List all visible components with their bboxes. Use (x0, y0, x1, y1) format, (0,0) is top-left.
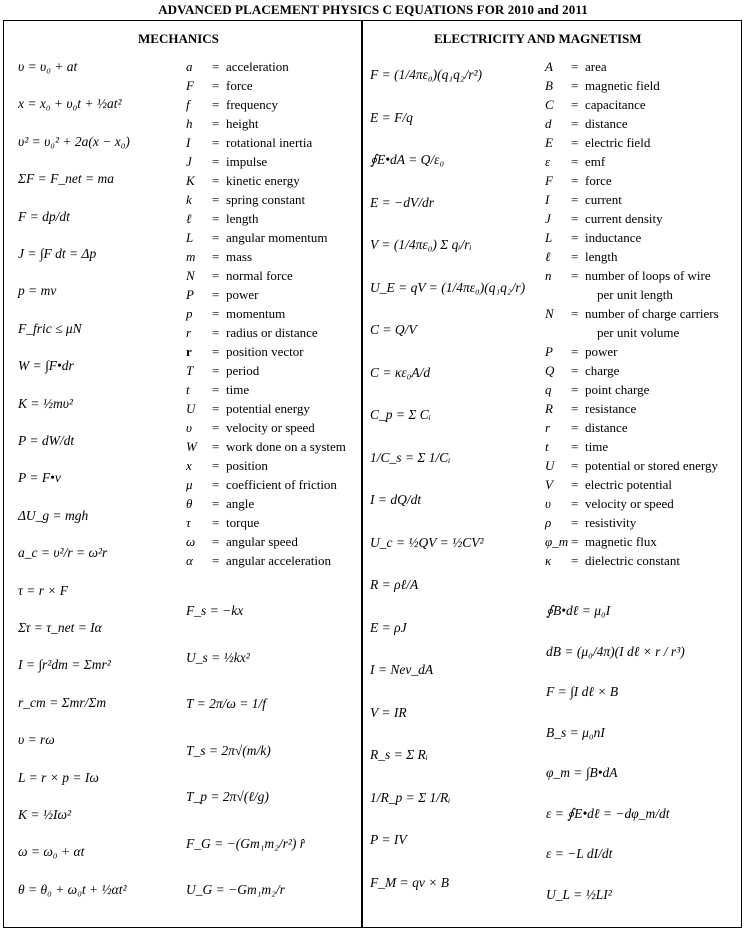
variable-symbol: P (545, 344, 553, 359)
variable-symbol: ℓ (186, 211, 192, 226)
variable-description: work done on a system (226, 439, 346, 454)
em-equation: I = dQ/dt (370, 492, 422, 507)
variable-row (545, 496, 674, 511)
variable-symbol: υ (186, 420, 192, 435)
variable-row (545, 458, 718, 473)
variable-description: electric potential (585, 477, 672, 492)
mechanics-equation: U_G = −Gm₁m₂/r (186, 882, 285, 897)
em-equation: B_s = μ₀nI (546, 724, 605, 740)
variable-row (186, 97, 278, 112)
variable-description: resistivity (585, 515, 637, 530)
variable-symbol: t (545, 439, 549, 454)
variable-row (186, 230, 327, 245)
variable-description: position vector (226, 344, 304, 359)
mechanics-equation: p = mv (18, 283, 57, 299)
variable-description: length (226, 211, 259, 226)
variable-description: dielectric constant (585, 553, 680, 568)
mechanics-equation: L = r × p = Iω (18, 769, 99, 785)
variable-description: power (585, 344, 618, 359)
variable-description: distance (585, 420, 628, 435)
variable-row (545, 230, 641, 245)
variable-symbol: h (186, 116, 193, 131)
em-equation: U_L = ½LI² (546, 886, 612, 902)
variable-symbol: n (545, 268, 552, 283)
variable-symbol: Q (545, 363, 555, 378)
variable-row (186, 363, 259, 378)
variable-symbol: N (545, 306, 554, 321)
variable-row (186, 420, 315, 435)
variable-row (545, 306, 719, 321)
equals-sign: = (571, 59, 579, 74)
equals-sign: = (212, 496, 220, 511)
equals-sign: = (212, 154, 220, 169)
variable-row (186, 534, 298, 549)
variable-symbol: F (545, 173, 553, 188)
equals-sign: = (212, 382, 220, 397)
variable-row (545, 59, 607, 74)
em-equation: U_E = qV = (1/4πε₀)(q₁q₂/r) (370, 279, 526, 295)
variable-description: inductance (585, 230, 642, 245)
variable-description: normal force (226, 268, 293, 283)
variable-description: angular momentum (226, 230, 328, 245)
em-equation: P = IV (370, 832, 407, 847)
mechanics-equation: T_s = 2π√(m/k) (186, 742, 271, 758)
mechanics-equation: T_p = 2π√(ℓ/g) (186, 789, 269, 804)
variable-symbol: T (186, 363, 194, 378)
mechanics-equation: T = 2π/ω = 1/f (186, 696, 267, 711)
variable-symbol: r (186, 325, 192, 340)
equals-sign: = (212, 211, 220, 226)
variable-description: current density (585, 211, 663, 226)
mechanics-heading: MECHANICS (138, 31, 219, 46)
em-equation: ε = −L dI/dt (546, 846, 613, 861)
equals-sign: = (212, 249, 220, 264)
variable-row (545, 439, 608, 454)
variable-row (545, 249, 618, 264)
variable-description-continued: per unit volume (597, 325, 680, 340)
variable-symbol: ℓ (545, 249, 551, 264)
equals-sign: = (212, 268, 220, 283)
variable-symbol: q (545, 382, 552, 397)
mechanics-equation: a_c = υ²/r = ω²r (18, 545, 108, 561)
mechanics-equation: F_G = −(Gm₁m₂/r²) r̂ (186, 835, 306, 851)
variable-row (186, 439, 346, 454)
variable-description: force (585, 173, 612, 188)
variable-description: impulse (226, 154, 268, 169)
variable-description: potential energy (226, 401, 310, 416)
em-equation: C = κε₀A/d (370, 364, 431, 380)
mechanics-equation: W = ∫F•dr (18, 358, 74, 374)
variable-row (545, 78, 660, 93)
variable-row (186, 458, 268, 473)
variable-description: number of charge carriers (585, 306, 719, 321)
equals-sign: = (571, 496, 579, 511)
mechanics-equation: I = ∫r²dm = Σmr² (18, 657, 111, 673)
variable-symbol: a (186, 59, 193, 74)
em-equation: E = −dV/dr (370, 194, 434, 210)
variable-description: acceleration (226, 59, 289, 74)
mechanics-equation: ω = ω₀ + αt (18, 844, 85, 860)
variable-description: angle (226, 496, 255, 511)
variable-symbol: W (186, 439, 197, 454)
em-equation: F_M = qv × B (370, 874, 449, 890)
equals-sign: = (571, 553, 579, 568)
variable-description: kinetic energy (226, 173, 300, 188)
variable-row (186, 211, 259, 226)
equals-sign: = (571, 154, 579, 169)
em-equation: C_p = Σ Cᵢ (370, 407, 431, 422)
equals-sign: = (571, 420, 579, 435)
equals-sign: = (571, 268, 579, 283)
variable-description: area (585, 59, 607, 74)
variable-symbol: I (545, 192, 550, 207)
equals-sign: = (571, 211, 579, 226)
variable-row (545, 553, 680, 568)
equals-sign: = (212, 363, 220, 378)
variable-description: magnetic flux (585, 534, 657, 549)
em-equation: φ_m = ∫B•dA (546, 765, 618, 780)
variable-row (186, 116, 259, 131)
variable-row (545, 192, 622, 207)
mechanics-equation: υ = rω (18, 732, 55, 748)
variable-description: length (585, 249, 618, 264)
variable-symbol: P (186, 287, 194, 302)
variable-row (545, 401, 636, 416)
variable-symbol: A (545, 59, 553, 74)
mechanics-equation: F_s = −kx (186, 603, 244, 618)
variable-symbol: f (186, 97, 190, 112)
variable-description: spring constant (226, 192, 306, 207)
mechanics-equation: r_cm = Σmr/Σm (18, 694, 107, 710)
variable-row (186, 287, 259, 302)
variable-row (545, 97, 646, 112)
em-equation: V = (1/4πε₀) Σ qᵢ/rᵢ (370, 237, 472, 252)
mechanics-equation: ΣF = F_net = ma (18, 171, 114, 187)
equals-sign: = (212, 116, 220, 131)
variable-row (186, 401, 310, 416)
variable-description: radius or distance (226, 325, 318, 340)
equals-sign: = (212, 306, 220, 321)
variable-description: angular speed (226, 534, 298, 549)
em-equation: C = Q/V (370, 322, 417, 337)
variable-symbol: x (186, 458, 192, 473)
mechanics-equation: K = ½Iω² (18, 807, 72, 822)
equals-sign: = (571, 249, 579, 264)
mechanics-equation: τ = r × F (18, 582, 69, 598)
equals-sign: = (212, 534, 220, 549)
equals-sign: = (571, 192, 579, 207)
variable-description: charge (585, 363, 620, 378)
variable-row (186, 173, 300, 188)
variable-symbol: R (545, 401, 553, 416)
variable-symbol: υ (545, 496, 551, 511)
variable-row (545, 477, 672, 492)
em-equation: ε = ∮E•dℓ = −dφ_m/dt (546, 805, 670, 821)
equals-sign: = (212, 553, 220, 568)
variable-symbol: κ (545, 553, 552, 568)
variable-description: force (226, 78, 253, 93)
equals-sign: = (212, 515, 220, 530)
variable-description: number of loops of wire (585, 268, 711, 283)
em-equation: E = F/q (370, 109, 413, 125)
em-equation: V = IR (370, 704, 407, 720)
variable-row (186, 306, 285, 321)
variable-description: coefficient of friction (226, 477, 337, 492)
equals-sign: = (571, 363, 579, 378)
variable-description: velocity or speed (585, 496, 674, 511)
variable-row (545, 344, 618, 359)
variable-description: momentum (226, 306, 286, 321)
equals-sign: = (571, 78, 579, 93)
equals-sign: = (571, 344, 579, 359)
variable-symbol: F (186, 78, 194, 93)
variable-row (186, 249, 252, 264)
em-equation: R = ρℓ/A (370, 577, 419, 592)
variable-row (545, 154, 605, 169)
equals-sign: = (212, 135, 220, 150)
variable-description-continued: per unit length (597, 287, 673, 302)
em-equation: 1/R_p = Σ 1/Rᵢ (370, 789, 451, 805)
equals-sign: = (212, 420, 220, 435)
variable-description: distance (585, 116, 628, 131)
equals-sign: = (212, 173, 220, 188)
variable-symbol: J (186, 154, 192, 169)
equals-sign: = (212, 401, 220, 416)
equals-sign: = (571, 477, 579, 492)
variable-description: potential or stored energy (585, 458, 718, 473)
variable-symbol: ε (545, 154, 551, 169)
equals-sign: = (571, 306, 579, 321)
equals-sign: = (212, 78, 220, 93)
variable-row (545, 116, 628, 131)
variable-symbol: L (545, 230, 553, 245)
mechanics-equation: P = dW/dt (18, 433, 75, 448)
variable-symbol: r (186, 344, 192, 359)
variable-row (545, 211, 663, 226)
variable-row (186, 192, 305, 207)
equals-sign: = (571, 230, 579, 245)
em-equation: U_c = ½QV = ½CV² (370, 534, 484, 550)
equals-sign: = (571, 116, 579, 131)
mechanics-equation: F_fric ≤ μN (18, 320, 82, 336)
em-equation: ∮B•dℓ = μ₀I (546, 603, 611, 618)
variable-row (545, 173, 612, 188)
variable-symbol: p (186, 306, 193, 321)
variable-symbol: U (545, 458, 555, 473)
variable-row (186, 325, 318, 340)
variable-symbol: L (186, 230, 194, 245)
equals-sign: = (571, 135, 579, 150)
variable-symbol: E (545, 135, 553, 150)
variable-description: time (226, 382, 250, 397)
variable-description: height (226, 116, 259, 131)
variable-symbol: t (186, 382, 190, 397)
mechanics-equation: U_s = ½kx² (186, 649, 250, 665)
mechanics-equation: J = ∫F dt = Δp (18, 246, 97, 261)
variable-symbol: N (186, 268, 195, 283)
em-equation: 1/C_s = Σ 1/Cᵢ (370, 449, 451, 465)
variable-description: capacitance (585, 97, 646, 112)
em-equation: F = ∫I dℓ × B (546, 684, 619, 699)
equals-sign: = (212, 344, 220, 359)
variable-symbol: k (186, 192, 192, 207)
em-heading: ELECTRICITY AND MAGNETISM (434, 31, 642, 46)
variable-row (186, 515, 259, 530)
variable-row (545, 515, 636, 530)
em-equation: F = (1/4πε₀)(q₁q₂/r²) (370, 67, 483, 82)
em-equation: dB = (μ₀/4π)(I dℓ × r / r³) (546, 643, 685, 659)
equals-sign: = (571, 382, 579, 397)
variable-symbol: μ (186, 477, 193, 492)
equals-sign: = (212, 59, 220, 74)
variable-symbol: r (545, 420, 551, 435)
variable-row (186, 553, 331, 568)
mechanics-equation: υ² = υ₀² + 2a(x − x₀) (18, 133, 130, 149)
variable-row (545, 534, 657, 549)
variable-row (186, 135, 312, 150)
equals-sign: = (571, 439, 579, 454)
equals-sign: = (571, 515, 579, 530)
variable-symbol: ρ (545, 515, 552, 530)
equals-sign: = (571, 173, 579, 188)
variable-row (186, 59, 289, 74)
variable-row (186, 496, 254, 511)
variable-row (545, 135, 650, 150)
variable-symbol: I (186, 135, 191, 150)
mechanics-equation: F = dp/dt (18, 208, 70, 224)
page-title: ADVANCED PLACEMENT PHYSICS C EQUATIONS FOR 2010 and 2011 (158, 2, 588, 17)
mechanics-equation: ΔU_g = mgh (18, 507, 89, 523)
variable-description: torque (226, 515, 260, 530)
variable-description: angular acceleration (226, 553, 332, 568)
variable-description: point charge (585, 382, 650, 397)
equals-sign: = (571, 458, 579, 473)
variable-description: time (585, 439, 609, 454)
equals-sign: = (212, 192, 220, 207)
variable-description: magnetic field (585, 78, 660, 93)
variable-symbol: C (545, 97, 554, 112)
variable-symbol: K (186, 173, 195, 188)
variable-description: current (585, 192, 622, 207)
variable-description: velocity or speed (226, 420, 315, 435)
variable-symbol: J (545, 211, 551, 226)
column-divider (361, 20, 363, 928)
variable-description: emf (585, 154, 606, 169)
variable-description: power (226, 287, 259, 302)
variable-symbol: ω (186, 534, 196, 549)
em-equation: R_s = Σ Rᵢ (370, 747, 428, 762)
em-equation: E = ρJ (370, 619, 407, 635)
mechanics-equation: υ = υ₀ + at (18, 59, 78, 74)
mechanics-equation: θ = θ₀ + ω₀t + ½αt² (18, 881, 127, 897)
mechanics-equation: P = F•v (18, 470, 61, 486)
variable-symbol: τ (186, 515, 191, 530)
mechanics-equation: K = ½mυ² (18, 395, 73, 411)
equals-sign: = (212, 439, 220, 454)
equals-sign: = (571, 401, 579, 416)
variable-symbol: U (186, 401, 196, 416)
equals-sign: = (212, 477, 220, 492)
variable-description: resistance (585, 401, 637, 416)
variable-description: electric field (585, 135, 651, 150)
equals-sign: = (212, 97, 220, 112)
variable-row (545, 268, 711, 283)
equals-sign: = (571, 97, 579, 112)
variable-symbol: d (545, 116, 552, 131)
variable-row (186, 268, 293, 283)
variable-row (186, 344, 304, 359)
variable-symbol: B (545, 78, 553, 93)
equals-sign: = (571, 534, 579, 549)
equals-sign: = (212, 458, 220, 473)
em-equation: ∮E•dA = Q/ε₀ (370, 152, 445, 167)
variable-row (186, 382, 249, 397)
variable-row (186, 477, 337, 492)
variable-symbol: V (545, 477, 553, 492)
equals-sign: = (212, 287, 220, 302)
variable-row (186, 78, 253, 93)
variable-row (545, 363, 619, 378)
variable-row (545, 382, 649, 397)
variable-symbol: α (186, 553, 193, 568)
variable-row (186, 154, 267, 169)
mechanics-equation: x = x₀ + υ₀t + ½at² (18, 96, 122, 112)
em-equation: I = Nev_dA (370, 662, 434, 677)
variable-description: mass (226, 249, 252, 264)
variable-description: frequency (226, 97, 278, 112)
mechanics-equation: Στ = τ_net = Iα (18, 620, 102, 635)
variable-description: rotational inertia (226, 135, 313, 150)
variable-description: position (226, 458, 268, 473)
variable-symbol: θ (186, 496, 193, 511)
variable-description: period (226, 363, 260, 378)
equals-sign: = (212, 325, 220, 340)
variable-symbol: φ_m (545, 534, 569, 549)
equals-sign: = (212, 230, 220, 245)
variable-row (545, 420, 628, 435)
variable-symbol: m (186, 249, 196, 264)
